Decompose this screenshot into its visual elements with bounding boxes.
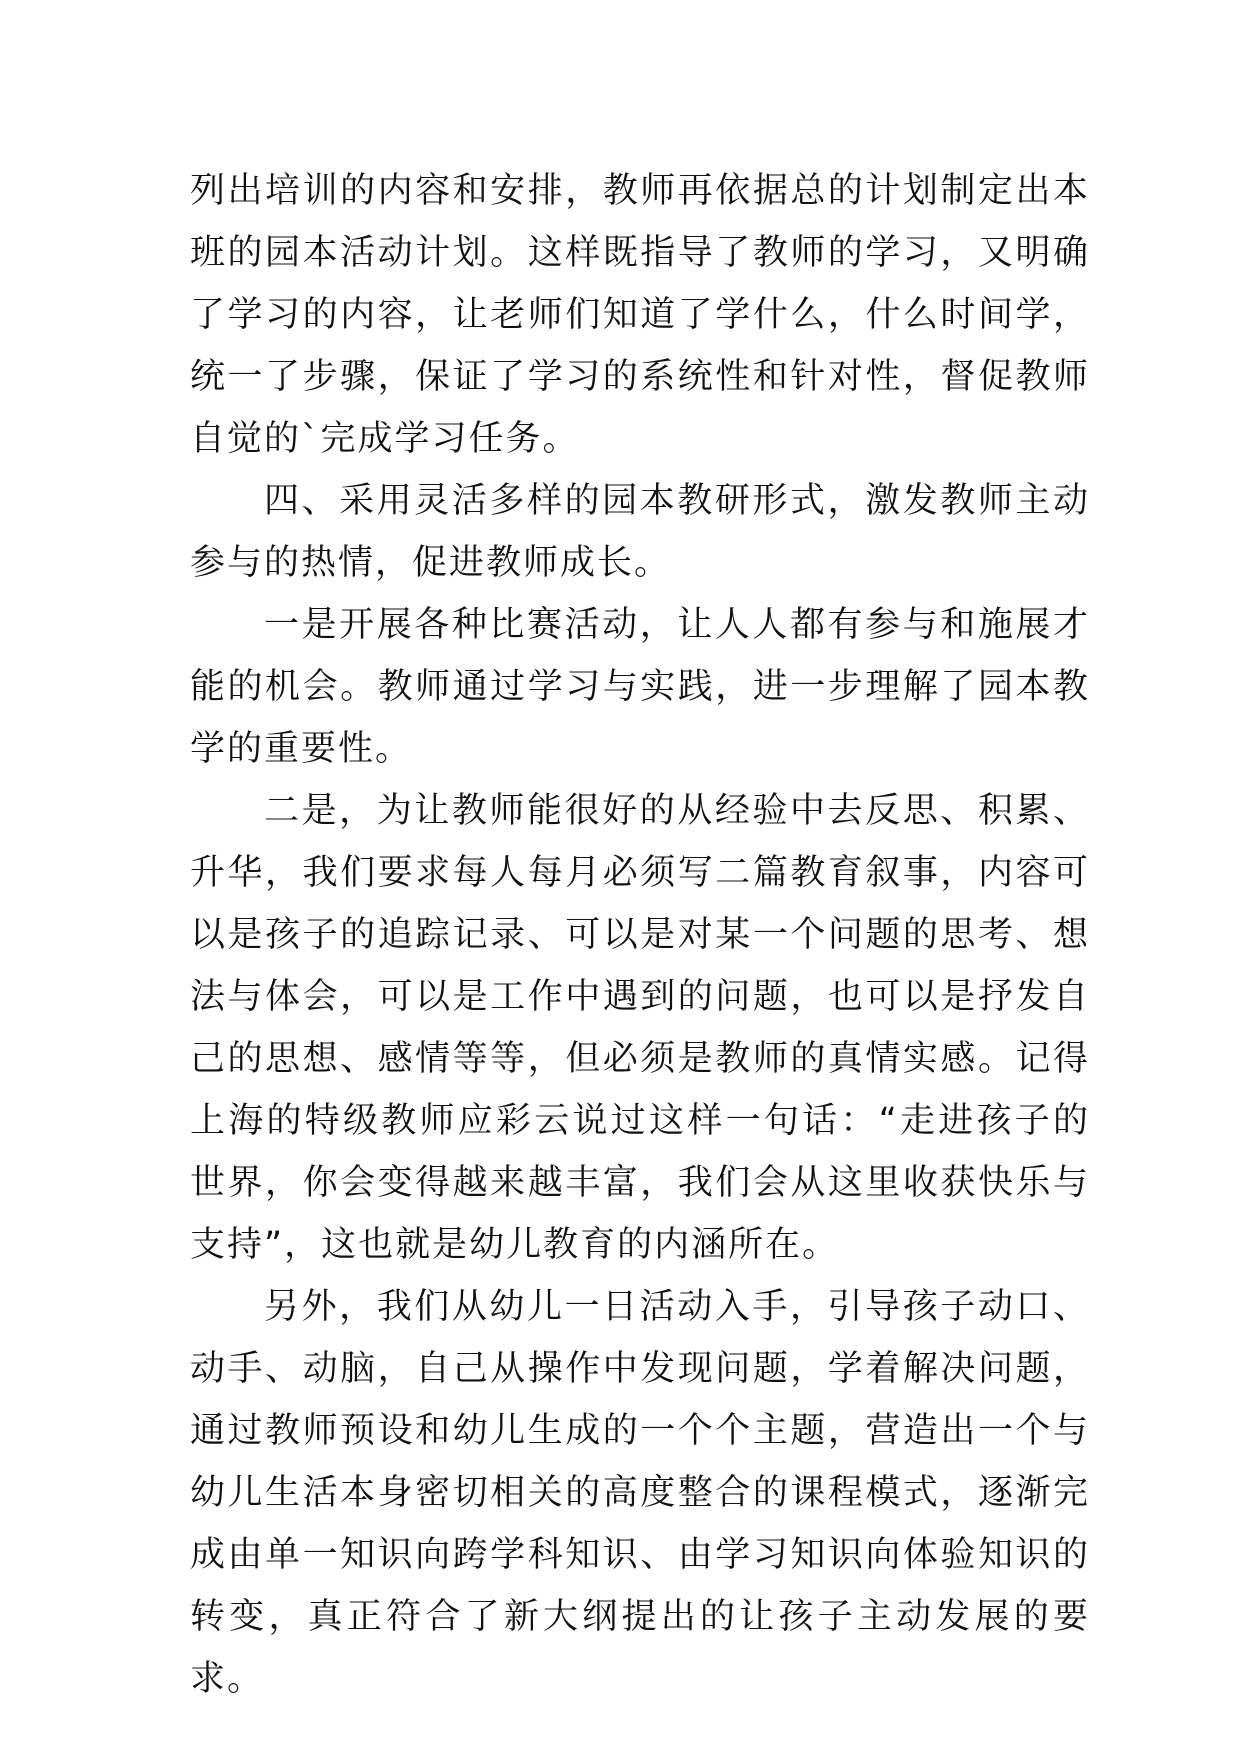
paragraph-continued: 列出培训的内容和安排，教师再依据总的计划制定出本班的园本活动计划。这样既指导了教师的学习，又明确了学习的内容，让老师们知道了学什么，什么时间学，统一了步骤，保证了学习的系统性和针对性，督促教师自觉的`完成学习任务。	[190, 171, 1090, 459]
paragraph-section-four: 四、采用灵活多样的园本教研形式，激发教师主动参与的热情，促进教师成长。	[190, 481, 1090, 583]
paragraph-second-point: 二是，为让教师能很好的从经验中去反思、积累、升华，我们要求每人每月必须写二篇教育叙事，内容可以是孩子的追踪记录、可以是对某一个问题的思考、想法与体会，可以是工作中遇到的问题，也可以是抒发自己的思想、感情等等，但必须是教师的真情实感。记得上海的特级教师应彩云说过这样一句话：“走进孩子的世界，你会变得越来越丰富，我们会从这里收获快乐与支持”，这也就是幼儿教育的内涵所在。	[190, 791, 1090, 1265]
paragraph-first-point: 一是开展各种比赛活动，让人人都有参与和施展才能的机会。教师通过学习与实践，进一步理解了园本教学的重要性。	[190, 605, 1090, 769]
paragraph-additionally: 另外，我们从幼儿一日活动入手，引导孩子动口、动手、动脑，自己从操作中发现问题，学着解决问题，通过教师预设和幼儿生成的一个个主题，营造出一个与幼儿生活本身密切相关的高度整合的课程模式，逐渐完成由单一知识向跨学科知识、由学习知识向体验知识的转变，真正符合了新大纲提出的让孩子主动发展的要求。	[190, 1287, 1090, 1699]
document-body	[190, 160, 1090, 1710]
